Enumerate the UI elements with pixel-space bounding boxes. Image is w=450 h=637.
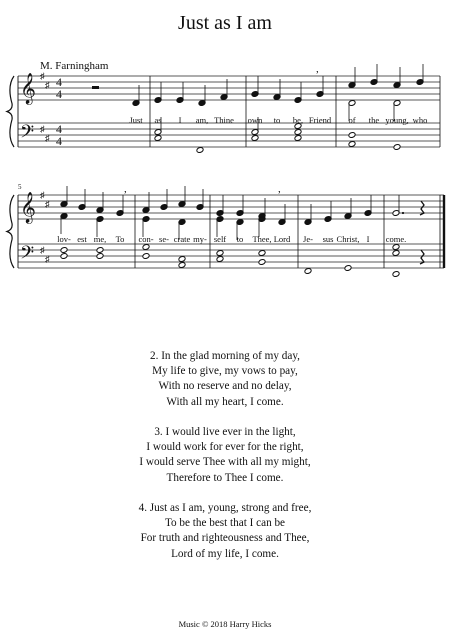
- bass-clef-icon: 𝄢: [20, 121, 35, 146]
- lyric-syllable: the: [368, 115, 380, 125]
- verse-stanza: [0, 501, 450, 562]
- verse-stanza: [0, 349, 450, 410]
- verse-line: 2. In the glad morning of my day,: [150, 350, 300, 362]
- lyric-syllable: me,: [93, 234, 107, 244]
- lyric-syllable: sus: [322, 234, 334, 244]
- key-signature-sharp: ♯: [40, 190, 45, 200]
- copyright-footer: Music © 2018 Harry Hicks: [178, 619, 272, 629]
- lyric-syllable: Lord: [273, 234, 291, 244]
- time-signature-top: 4: [56, 122, 62, 136]
- lyric-syllable: Je-: [303, 234, 313, 244]
- verses: [0, 349, 450, 577]
- lyric-syllable: Thine: [214, 115, 234, 125]
- bass-clef-icon: 𝄢: [20, 242, 35, 267]
- lyric-syllable: Just: [129, 115, 143, 125]
- lyric-syllable: to: [273, 115, 281, 125]
- lyric-syllable: come.: [385, 234, 407, 244]
- verse-line: With all my heart, I come.: [166, 395, 284, 408]
- breath-mark: ,: [316, 63, 319, 75]
- verse-line: To be the best that I can be: [164, 517, 286, 530]
- verse-line: I would serve Thee with all my might,: [139, 456, 311, 469]
- lyric-syllable: con-: [138, 234, 154, 244]
- lyric-syllable: crate: [173, 234, 191, 244]
- lyric-syllable: am,: [195, 115, 209, 125]
- lyric-syllable: se-: [159, 234, 169, 244]
- lyric-syllable: I: [366, 234, 370, 244]
- key-signature-sharp: ♯: [40, 71, 45, 81]
- breath-mark: ,: [124, 183, 127, 195]
- time-signature-bottom: 4: [56, 87, 62, 101]
- lyric-syllable: lov-: [57, 234, 71, 244]
- treble-clef-icon: 𝄞: [20, 192, 36, 222]
- treble-clef-icon: 𝄞: [20, 73, 36, 103]
- lyric-syllable: Christ,: [336, 234, 360, 244]
- lyric-syllable: To: [115, 234, 125, 244]
- lyric-syllable: as: [154, 115, 162, 125]
- verse-line: Lord of my life, I come.: [171, 547, 279, 560]
- key-signature-sharp: ♯: [45, 199, 50, 209]
- composer-credit: M. Farningham: [40, 60, 109, 72]
- key-signature-sharp: ♯: [45, 254, 50, 264]
- lyric-syllable: of: [348, 115, 356, 125]
- key-signature-sharp: ♯: [45, 133, 50, 143]
- lyric-syllable: be,: [292, 115, 304, 125]
- key-signature-sharp: ♯: [40, 245, 45, 255]
- verse-line: 4. Just as I am, young, strong and free,: [138, 502, 312, 514]
- lyric-syllable: own: [247, 115, 263, 125]
- key-signature-sharp: ♯: [40, 124, 45, 134]
- verse-line: For truth and righteousness and Thee,: [140, 532, 310, 545]
- lyric-syllable: to: [236, 234, 244, 244]
- lyric-syllable: Thee,: [252, 234, 272, 244]
- breath-mark: ,: [278, 183, 281, 195]
- lyric-syllable: my-: [193, 234, 207, 244]
- time-signature-bottom: 4: [56, 134, 62, 148]
- lyric-syllable: young,: [385, 115, 409, 125]
- verse-line: Therefore to Thee I come.: [166, 471, 284, 484]
- key-signature-sharp: ♯: [45, 80, 50, 90]
- measure-number: 5: [18, 183, 22, 191]
- time-signature-top: 4: [56, 75, 62, 89]
- lyric-syllable: est: [77, 234, 87, 244]
- lyric-syllable: I: [178, 115, 182, 125]
- verse-line: With no reserve and no delay,: [158, 380, 292, 393]
- lyric-syllable: Friend: [308, 115, 332, 125]
- verse-line: 3. I would live ever in the light,: [154, 426, 296, 438]
- lyric-syllable: self: [213, 234, 227, 244]
- lyric-syllable: who: [412, 115, 428, 125]
- verse-line: I would work for ever for the right,: [146, 441, 304, 454]
- verse-line: My life to give, my vows to pay,: [152, 365, 298, 378]
- verse-stanza: [0, 425, 450, 486]
- song-title: Just as I am: [178, 12, 272, 34]
